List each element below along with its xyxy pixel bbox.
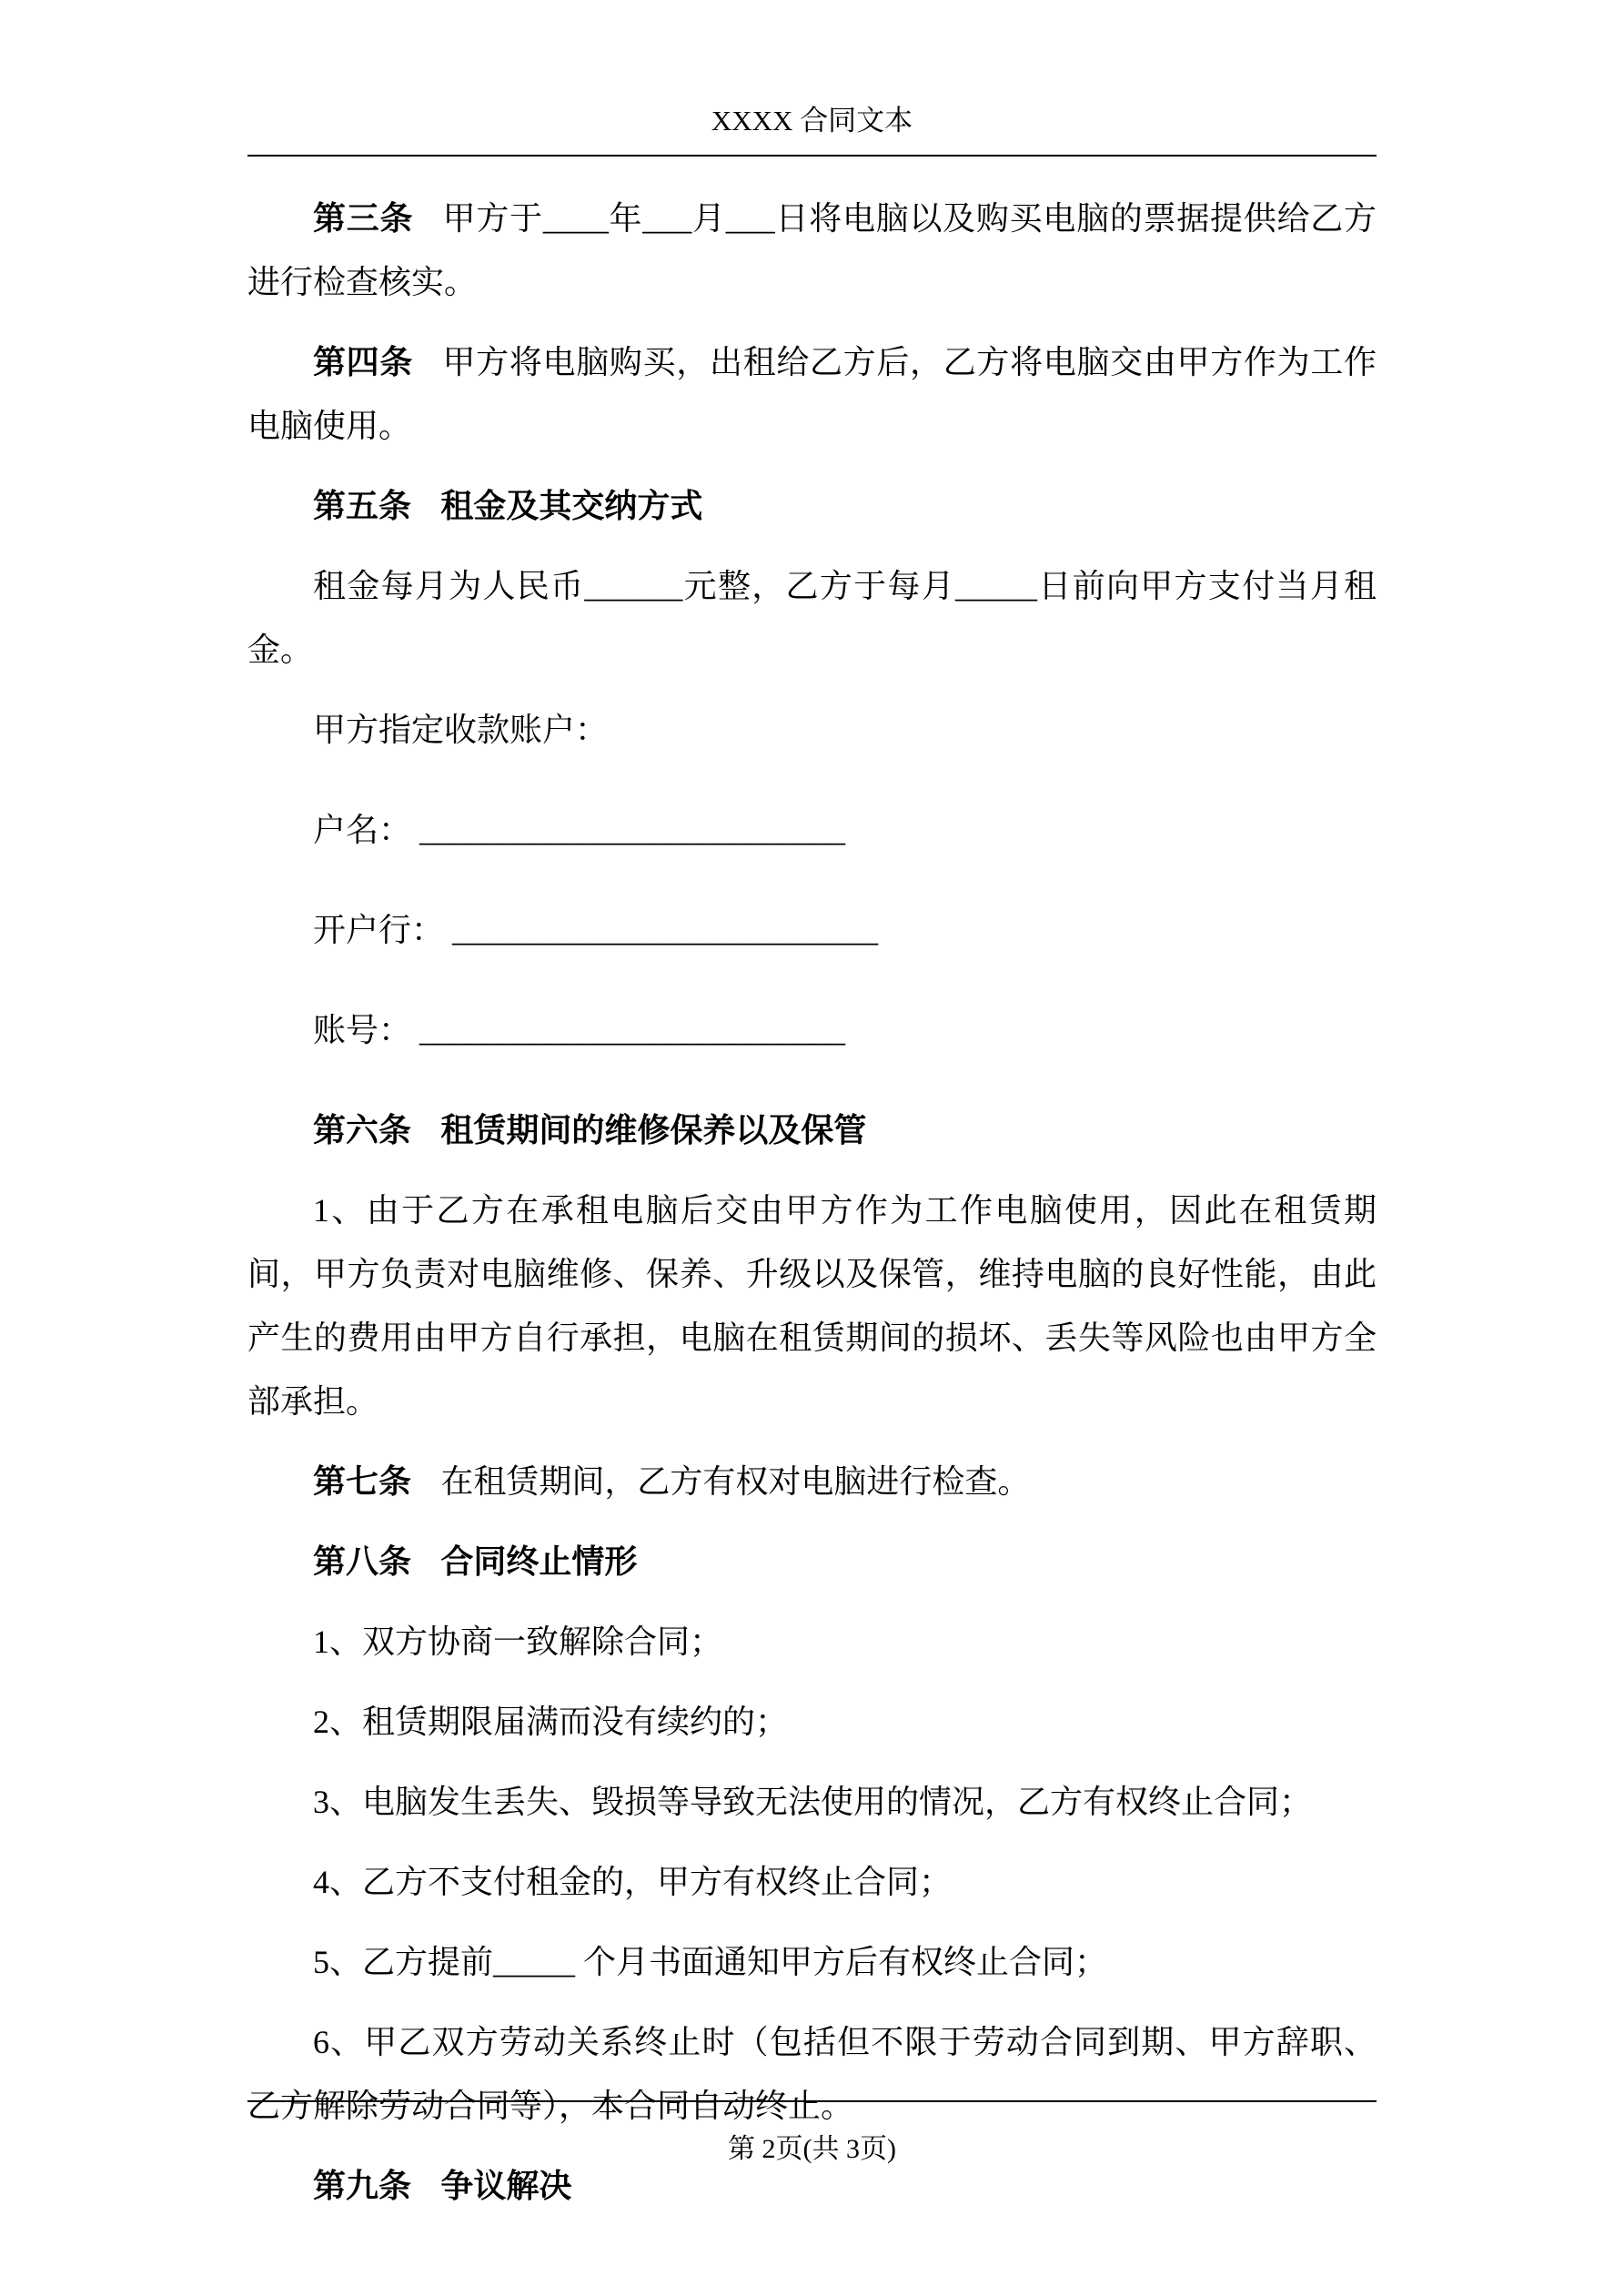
termination-item-4: 4、乙方不支付租金的，甲方有权终止合同； [313,1864,953,1900]
page-header [247,0,1377,157]
clause-title: 租金及其交纳方式 [440,488,703,524]
paragraph-payee-account-intro: 甲方指定收款账户： [313,712,609,748]
clause-label: 第五条 [313,488,412,524]
account-number-line: 账号： __________________________ [313,1012,846,1048]
clause-4 [247,330,1377,458]
clause-title: 争议解决 [440,2168,572,2204]
termination-item-1: 1、双方协商一致解除合同； [313,1623,723,1660]
clause-label: 第八条 [313,1543,412,1580]
clause-title: 租赁期间的维修保养以及保管 [440,1112,867,1148]
paragraph-maintenance-item-1: 1、由于乙方在承租电脑后交由甲方作为工作电脑使用，因此在租赁期间，甲方负责对电脑维修、保养、升级以及保管，维持电脑的良好性能，由此产生的费用由甲方自行承担，电脑在租赁期间的损坏、丢失等风险也由甲方全部承担。 [247,1192,1377,1420]
clause-7 [247,1450,1377,1513]
clause-3 [247,187,1377,314]
clause-8-heading [247,1530,1377,1593]
clause-label: 第四条 [313,344,414,380]
account-name-line: 户名： __________________________ [313,812,846,848]
clause-label: 第三条 [313,200,414,237]
clause-label: 第九条 [313,2168,412,2204]
header-title: XXXX 合同文本 [711,105,913,137]
clause-text: 甲方将电脑购买，出租给乙方后，乙方将电脑交由甲方作为工作电脑使用。 [247,344,1377,444]
clause-text: 甲方于____年___月___日将电脑以及购买电脑的票据提供给乙方进行检查核实。 [247,200,1377,300]
clause-label: 第七条 [313,1463,412,1500]
termination-item-6: 6、甲乙双方劳动关系终止时（包括但不限于劳动合同到期、甲方辞职、乙方解除劳动合同等），本合同自动终止。 [247,2024,1377,2124]
termination-item-2: 2、租赁期限届满而没有续约的； [313,1704,789,1740]
page-footer [247,2100,1377,2166]
clause-label: 第六条 [313,1112,412,1148]
account-bank-line: 开户行： __________________________ [313,912,879,948]
clause-title: 合同终止情形 [440,1543,638,1580]
paragraph-rent-terms: 租金每月为人民币______元整，乙方于每月_____日前向甲方支付当月租金。 [247,568,1377,668]
clause-5-heading [247,474,1377,538]
termination-item-3: 3、电脑发生丢失、毁损等导致无法使用的情况，乙方有权终止合同； [313,1784,1313,1820]
clause-6-heading [247,1098,1377,1162]
clause-text: 在租赁期间，乙方有权对电脑进行检查。 [440,1463,1031,1500]
termination-item-5: 5、乙方提前_____ 个月书面通知甲方后有权终止合同； [313,1944,1108,1980]
document-body [247,187,1377,2234]
page-number: 第 2页(共 3页) [728,2134,896,2164]
